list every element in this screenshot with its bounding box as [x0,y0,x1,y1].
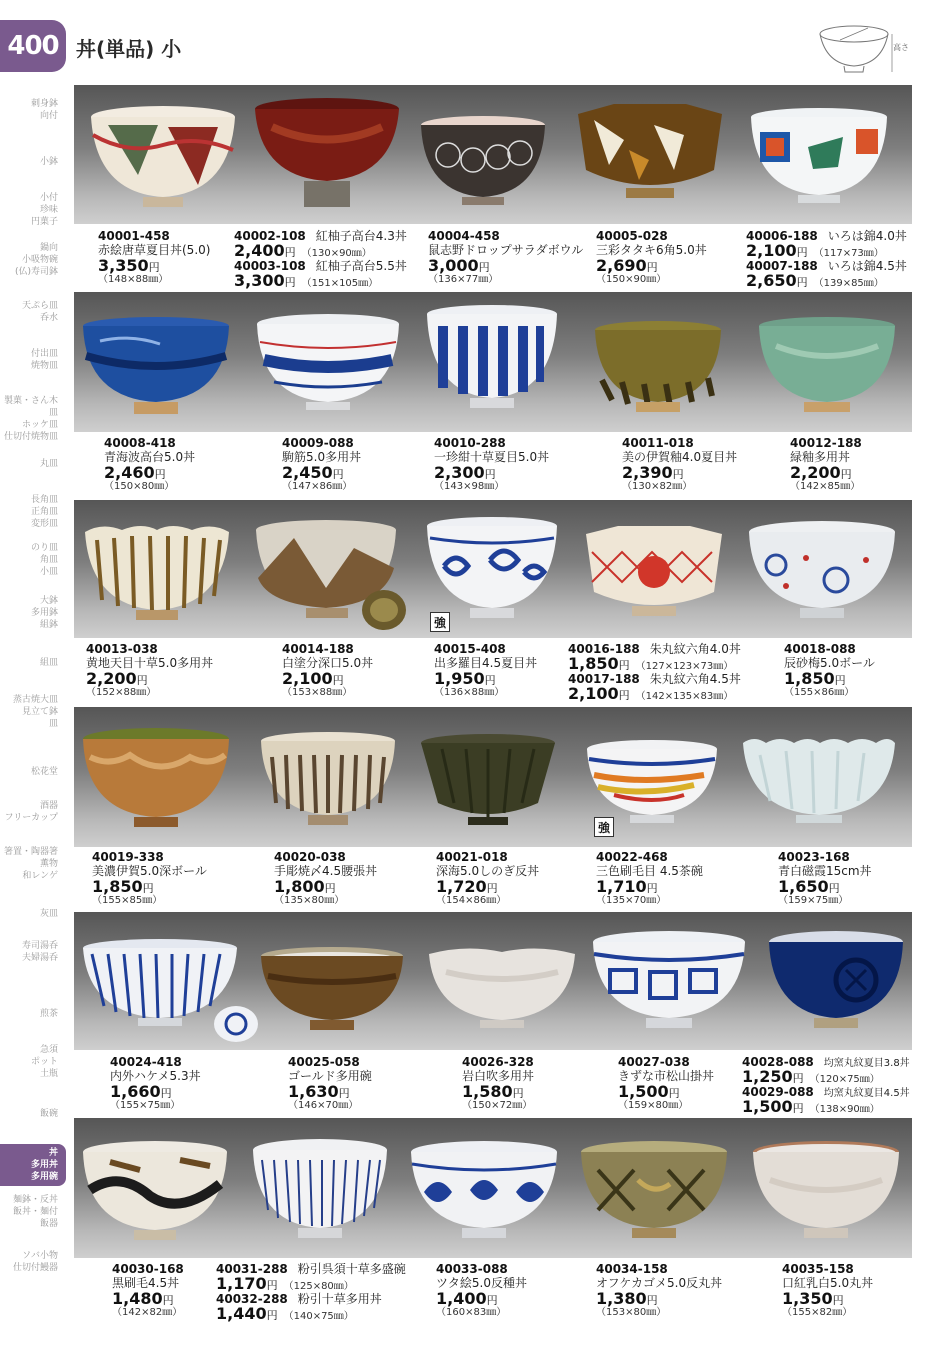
photo-strip-4 [74,707,912,847]
sidebar-item[interactable]: 急須 ポット 土瓶 [30,1045,58,1079]
product-code: 40017-188 [568,671,640,686]
product-name: 手彫焼〆4.5腰張丼 [274,863,378,878]
sidebar-item[interactable]: 刺身鉢 向付 [30,99,58,121]
product-price: 2,650円 [746,271,808,291]
product-name: オフケカゴメ5.0反丸丼 [596,1275,723,1290]
product-code: 40013-038 [86,642,158,656]
bowl-photo-40033 [408,1140,560,1248]
product-dimensions: （147×86㎜） [282,481,353,493]
product-code: 40015-408 [434,642,506,656]
product-40009 [282,437,361,493]
product-dimensions: （150×72㎜） [462,1100,533,1112]
photo-strip-5 [74,912,912,1050]
product-code: 40032-288 [216,1291,288,1306]
product-pair-40016-40017 [568,643,741,703]
product-price: 1,630円 [288,1081,350,1101]
sidebar-item[interactable]: 付出皿 焼物皿 [30,349,58,371]
product-40023 [778,851,872,907]
sidebar-item[interactable]: ソバ小物 仕切付鰻器 [12,1251,58,1273]
sidebar-item[interactable]: 寿司湯呑 夫婦湯呑 [21,941,58,963]
product-name: きずな市松山掛丼 [618,1068,715,1083]
product-name: 紅柚子高台4.3丼 [315,229,407,243]
product-code: 40025-058 [288,1055,360,1069]
sidebar-item[interactable]: 大鉢 多用鉢 組鉢 [30,596,58,630]
product-40008 [104,437,195,493]
product-code: 40002-108 [234,229,306,243]
product-name: 黄地天目十草5.0多用丼 [86,655,214,670]
product-price: 2,100円 [282,668,344,688]
product-name: 白塗分深口5.0丼 [282,655,374,670]
strong-badge-40022: 強 [594,817,614,837]
product-price: 2,690円 [596,255,658,275]
product-40010 [434,437,549,493]
product-price: 1,850円 [92,876,154,896]
product-name: 均窯丸紋夏目4.5丼 [823,1087,910,1099]
bowl-photo-40024 [80,938,266,1046]
sidebar-item[interactable]: 酒器 フリーカップ [4,801,58,823]
product-pair-40031-40032 [216,1263,406,1323]
product-price: 1,170円 [216,1274,278,1294]
product-price: 1,720円 [436,876,498,896]
product-price: 1,480円 [112,1288,174,1308]
product-code: 40028-088 [742,1055,814,1069]
bowl-photo-40013 [82,520,232,632]
sidebar-item[interactable]: 製菓・さん木皿 ホッケ皿 仕切付焼物皿 [3,396,58,442]
product-40013 [86,643,213,699]
product-name: ゴールド多用碗 [288,1068,372,1083]
product-40024 [110,1056,201,1112]
bowl-photo-40010 [424,304,560,422]
product-price: 1,950円 [434,668,496,688]
product-40034 [596,1263,722,1319]
sidebar-item[interactable]: 小鉢 [39,157,58,167]
sidebar-item[interactable]: 煎茶 [39,1009,58,1019]
product-40030 [112,1263,184,1319]
product-code: 40009-088 [282,436,354,450]
product-40026 [462,1056,534,1112]
product-dimensions: （127×123×73㎜） [635,661,734,673]
sidebar-item[interactable]: 麺鉢・反丼 飯丼・麺付 飯器 [12,1195,58,1229]
photo-strip-6 [74,1118,912,1258]
product-code: 40018-088 [784,642,856,656]
product-price: 1,500円 [618,1081,680,1101]
bowl-photo-40027 [590,930,748,1042]
product-name: 紅柚子高台5.5丼 [315,258,407,273]
bowl-photo-40006 [748,107,890,215]
product-name: 粉引十草多用丼 [297,1291,382,1306]
product-dimensions: （125×80㎜） [283,1281,354,1293]
product-dimensions: （152×88㎜） [86,687,157,699]
product-name: 美濃伊賀5.0深ボール [92,863,207,878]
product-dimensions: （138×90㎜） [809,1104,880,1116]
product-code: 40014-188 [282,642,354,656]
product-name: いろは錦4.5丼 [827,258,907,273]
product-name: 駒筋5.0多用丼 [282,449,362,464]
bowl-photo-40002 [252,97,402,215]
strong-badge-40015: 強 [430,612,450,632]
product-dimensions: （142×135×83㎜） [635,691,734,703]
product-40019 [92,851,207,907]
bowl-photo-40034 [578,1140,730,1248]
sidebar-item[interactable]: 丼 多用丼 多用碗 [0,1144,66,1186]
product-40035 [782,1263,873,1319]
product-dimensions: （136×88㎜） [434,687,505,699]
product-name: 緑釉多用丼 [790,449,851,464]
bowl-photo-40012 [756,316,898,422]
product-name: いろは錦4.0丼 [827,229,907,243]
product-name: 三色刷毛目 4.5茶碗 [596,863,703,878]
bowl-photo-40025 [258,946,406,1042]
product-code: 40011-018 [622,436,694,450]
bowl-photo-40001 [88,105,238,215]
bowl-photo-40028 [766,930,906,1042]
product-price: 1,500円 [742,1097,804,1117]
bowl-photo-40018 [746,520,898,630]
product-dimensions: （150×80㎜） [104,481,175,493]
bowl-photo-40021 [418,733,558,837]
bowl-photo-40019 [80,727,232,839]
product-name: 口紅乳白5.0丸丼 [782,1275,874,1290]
product-dimensions: （153×88㎜） [282,687,353,699]
product-40022 [596,851,703,907]
product-name: 鼠志野ドロップサラダボウル [428,242,584,257]
product-price: 2,100円 [746,241,808,261]
bowl-photo-40026 [426,942,578,1040]
product-40012 [790,437,862,493]
sidebar-item[interactable]: 丸皿 [39,459,58,469]
product-name: 青海波高台5.0丼 [104,449,196,464]
product-code: 40005-028 [596,229,668,243]
product-dimensions: （148×88㎜） [98,274,169,286]
product-40004 [428,230,583,286]
product-dimensions: （139×85㎜） [813,278,884,290]
product-code: 40006-188 [746,229,818,243]
product-code: 40007-188 [746,258,818,273]
product-pair-40028-40029 [742,1056,910,1116]
product-name: 朱丸紋六角4.0丼 [649,642,741,656]
product-price: 1,350円 [782,1288,844,1308]
product-price: 2,300円 [434,462,496,482]
product-dimensions: （143×98㎜） [434,481,505,493]
product-code: 40012-188 [790,436,862,450]
diagram-height-label: 高さ [893,43,909,52]
product-code: 40010-288 [434,436,506,450]
product-name: 朱丸紋六角4.5丼 [649,671,741,686]
product-code: 40023-168 [778,850,850,864]
product-40025 [288,1056,372,1112]
product-price: 1,850円 [784,668,846,688]
product-40005 [596,230,707,286]
product-name: 三彩タタキ6角5.0丼 [596,242,707,257]
product-pair-40002-40003 [234,230,407,290]
product-40020 [274,851,377,907]
product-code: 40019-338 [92,850,164,864]
product-dimensions: （120×75㎜） [809,1074,880,1086]
product-name: 岩白吹多用丼 [462,1068,535,1083]
product-code: 40029-088 [742,1084,814,1099]
product-name: 黒刷毛4.5丼 [112,1275,180,1290]
product-code: 40003-108 [234,258,306,273]
product-price: 2,450円 [282,462,344,482]
bowl-photo-40030 [80,1140,230,1250]
product-code: 40008-418 [104,436,176,450]
product-dimensions: （155×75㎜） [110,1100,181,1112]
sidebar-item[interactable]: のり皿 角皿 小皿 [30,543,58,577]
product-code: 40004-458 [428,229,500,243]
product-name: 辰砂梅5.0ボール [784,655,875,670]
product-name: 一珍紺十草夏目5.0丼 [434,449,550,464]
product-dimensions: （154×86㎜） [436,895,507,907]
bowl-photo-40020 [258,731,398,837]
product-code: 40026-328 [462,1055,534,1069]
product-price: 2,100円 [568,684,630,704]
product-code: 40016-188 [568,642,640,656]
bowl-photo-40023 [740,731,898,835]
bowl-photo-40004 [418,115,548,215]
product-dimensions: （140×75㎜） [283,1311,354,1323]
photo-strip-3 [74,500,912,638]
product-dimensions: （153×80㎜） [596,1307,667,1319]
product-dimensions: （155×82㎜） [782,1307,853,1319]
sidebar-item[interactable]: 灰皿 [39,909,58,919]
product-code: 40030-168 [112,1262,184,1276]
bowl-photo-40009 [254,312,402,422]
product-name: 青白磁霞15cm丼 [778,863,872,878]
bowl-photo-40016 [582,522,726,632]
bowl-photo-40011 [592,320,724,420]
product-price: 1,660円 [110,1081,172,1101]
sidebar-item[interactable]: 組皿 [39,658,58,668]
bowl-photo-40014 [254,518,406,632]
bowl-photo-40031 [250,1138,390,1250]
product-code: 40027-038 [618,1055,690,1069]
page-number: 400 [0,20,66,72]
product-code: 40020-038 [274,850,346,864]
product-dimensions: （150×90㎜） [596,274,667,286]
sidebar-item[interactable]: 箸置・陶器箸 薫物 和レンゲ [3,847,58,881]
photo-strip-1 [74,85,912,224]
bowl-photo-40008 [80,316,232,424]
product-dimensions: （142×85㎜） [790,481,861,493]
sidebar-item[interactable]: 天ぷら皿 呑水 [21,301,58,323]
sidebar-item[interactable]: 小付 珍味 円菓子 [30,193,58,227]
product-40018 [784,643,875,699]
product-code: 40033-088 [436,1262,508,1276]
product-dimensions: （117×73㎜） [813,248,884,260]
product-code: 40031-288 [216,1262,288,1276]
product-price: 3,000円 [428,255,490,275]
product-dimensions: （130×82㎜） [622,481,693,493]
product-dimensions: （142×82㎜） [112,1307,183,1319]
product-dimensions: （151×105㎜） [301,278,379,290]
product-40001 [98,230,210,286]
product-price: 1,440円 [216,1304,278,1324]
product-code: 40022-468 [596,850,668,864]
bowl-photo-40005 [574,100,726,215]
product-name: 出多羅目4.5夏目丼 [434,655,538,670]
product-price: 1,580円 [462,1081,524,1101]
photo-strip-2 [74,292,912,432]
product-price: 1,650円 [778,876,840,896]
sidebar-item[interactable]: 飯碗 [39,1109,58,1119]
product-name: ツタ絵5.0反種丼 [436,1275,527,1290]
product-name: 均窯丸紋夏目3.8丼 [823,1058,910,1069]
product-price: 1,380円 [596,1288,658,1308]
product-price: 2,200円 [86,668,148,688]
product-40015 [434,643,537,699]
product-40033 [436,1263,527,1319]
product-price: 3,300円 [234,271,296,291]
sidebar-item[interactable]: 長角皿 正角皿 変形皿 [30,495,58,529]
product-price: 1,850円 [568,654,630,674]
product-price: 1,250円 [742,1067,804,1087]
page-title: 丼(単品) 小 [76,37,182,61]
sidebar-item[interactable]: 鍋向 小吸物碗 (仏)寿司鉢 [14,243,58,277]
sidebar-item[interactable]: 蒸古焼大皿 見立て鉢 皿 [12,695,58,729]
product-price: 2,460円 [104,462,166,482]
bowl-photo-40035 [750,1140,902,1248]
product-code: 40001-458 [98,229,170,243]
sidebar-item[interactable]: 松花堂 [30,767,58,777]
product-price: 2,200円 [790,462,852,482]
product-40014 [282,643,373,699]
product-40027 [618,1056,714,1112]
product-dimensions: （146×70㎜） [288,1100,359,1112]
product-name: 美の伊賀釉4.0夏目丼 [622,449,738,464]
product-price: 3,350円 [98,255,160,275]
product-code: 40034-158 [596,1262,668,1276]
product-price: 2,400円 [234,241,296,261]
product-40011 [622,437,737,493]
product-price: 1,400円 [436,1288,498,1308]
product-code: 40035-158 [782,1262,854,1276]
product-dimensions: （160×83㎜） [436,1307,507,1319]
product-dimensions: （135×70㎜） [596,895,667,907]
product-dimensions: （159×80㎜） [618,1100,689,1112]
product-name: 赤絵唐草夏目丼(5.0) [98,242,211,257]
product-pair-40006-40007 [746,230,907,290]
product-name: 粉引呉須十草多盛碗 [297,1262,406,1276]
product-name: 深海5.0しのぎ反丼 [436,863,540,878]
product-dimensions: （155×85㎜） [92,895,163,907]
product-dimensions: （159×75㎜） [778,895,849,907]
product-price: 1,800円 [274,876,336,896]
product-dimensions: （135×80㎜） [274,895,345,907]
product-code: 40021-018 [436,850,508,864]
category-index-sidebar [0,90,66,1320]
product-40021 [436,851,539,907]
product-price: 2,390円 [622,462,684,482]
product-dimensions: （136×77㎜） [428,274,499,286]
product-code: 40024-418 [110,1055,182,1069]
product-dimensions: （155×86㎜） [784,687,855,699]
product-dimensions: （130×90㎜） [301,248,372,260]
product-name: 内外ハケメ5.3丼 [110,1068,201,1083]
product-price: 1,710円 [596,876,658,896]
